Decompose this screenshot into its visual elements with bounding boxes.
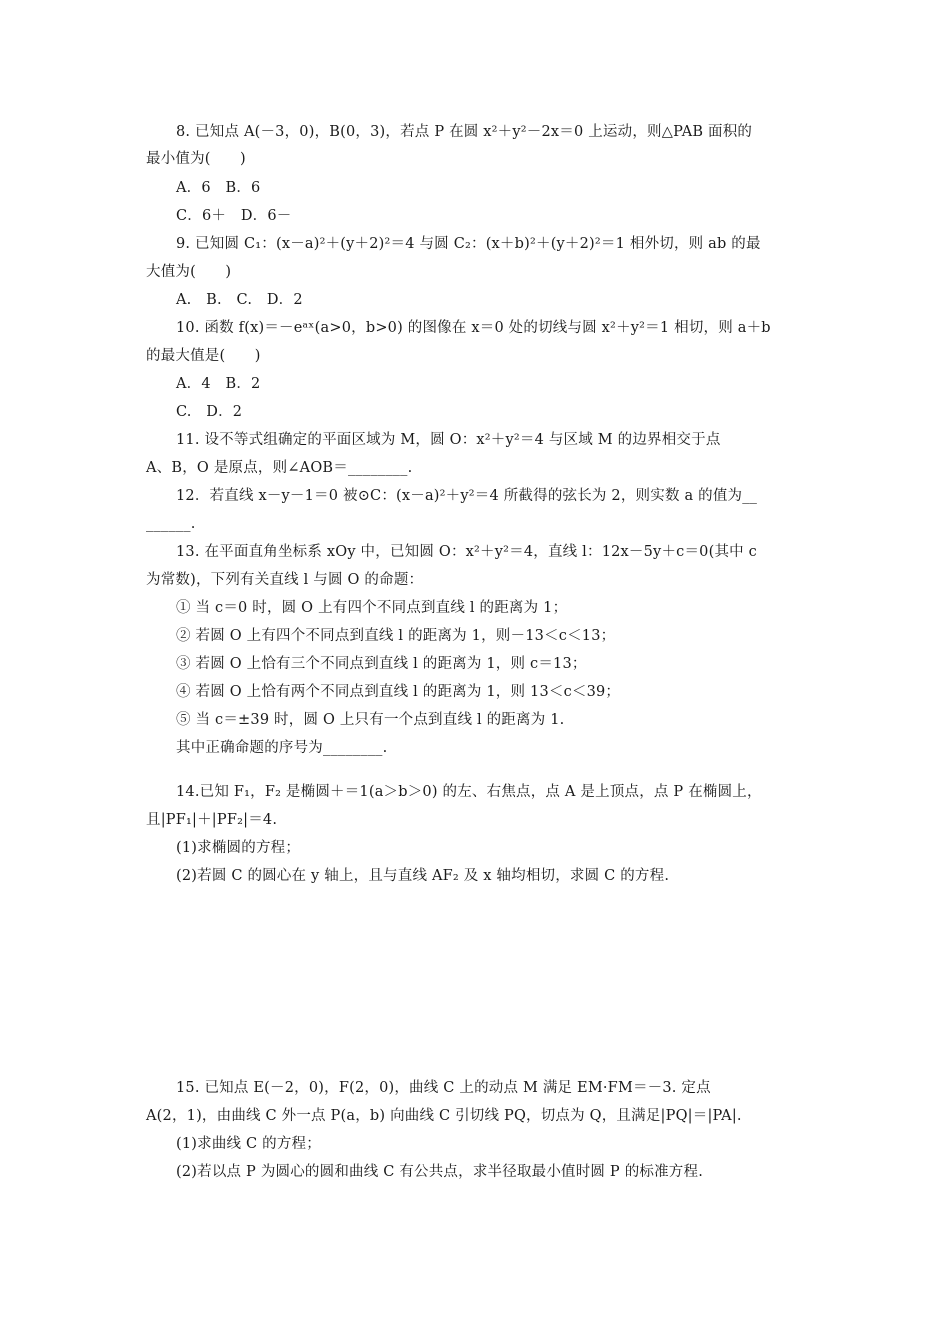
problem-8-line-1: 8. 已知点 A(－3，0)，B(0，3)，若点 P 在圆 x²＋y²－2x＝0 上运动，则△PAB 面积的 [176,124,753,140]
problem-9-options: A. B. C. D．2 [176,292,303,308]
problem-13-question: 其中正确命题的序号为________. [176,740,388,756]
problem-13-statement-3: ③ 若圆 O 上恰有三个不同点到直线 l 的距离为 1，则 c＝13； [176,656,587,672]
problem-15-line-1: 15. 已知点 E(－2，0)，F(2，0)，曲线 C 上的动点 M 满足 EM·FM＝－3. 定点 [176,1080,711,1096]
problem-13-line-2: 为常数)，下列有关直线 l 与圆 O 的命题： [146,572,424,588]
problem-15-part-2: (2)若以点 P 为圆心的圆和曲线 C 有公共点，求半径取最小值时圆 P 的标准方程. [176,1164,704,1180]
problem-10-line-2: 的最大值是( ) [146,348,261,364]
problem-14-line-2: 且|PF₁|＋|PF₂|＝4. [146,812,278,828]
problem-15-line-2: A(2，1)，由曲线 C 外一点 P(a，b) 向曲线 C 引切线 PQ，切点为 Q，且满足|PQ|＝|PA|. [146,1108,742,1124]
problem-14-part-2: (2)若圆 C 的圆心在 y 轴上，且与直线 AF₂ 及 x 轴均相切，求圆 C 的方程. [176,868,670,884]
answer-space [146,900,806,1050]
problem-8-line-2: 最小值为( ) [146,151,246,167]
problem-13-statement-5: ⑤ 当 c＝±39 时，圆 O 上只有一个点到直线 l 的距离为 1. [176,712,565,728]
problem-13-line-1: 13. 在平面直角坐标系 xOy 中，已知圆 O：x²＋y²＝4，直线 l：12x－5y＋c＝0(其中 c [176,544,757,560]
problem-11-line-1: 11. 设不等式组确定的平面区域为 M，圆 O：x²＋y²＝4 与区域 M 的边界相交于点 [176,432,721,448]
problem-12-line-1: 12．若直线 x－y－1＝0 被⊙C：(x－a)²＋y²＝4 所截得的弦长为 2，则实数 a 的值为__ [176,488,758,504]
problem-13-statement-4: ④ 若圆 O 上恰有两个不同点到直线 l 的距离为 1，则 13＜c＜39； [176,684,621,700]
problem-15-part-1: (1)求曲线 C 的方程； [176,1136,321,1152]
problem-8-options-ab: A．6 B．6 [176,180,261,196]
problem-9-line-1: 9. 已知圆 C₁：(x－a)²＋(y＋2)²＝4 与圆 C₂：(x＋b)²＋(y＋2)²＝1 相外切，则 ab 的最 [176,236,761,252]
problem-12-line-2: ______. [146,516,196,532]
problem-10-options-ab: A．4 B．2 [176,376,261,392]
problem-13-statement-1: ① 当 c＝0 时，圆 O 上有四个不同点到直线 l 的距离为 1； [176,600,568,616]
problem-14-line-1: 14.已知 F₁，F₂ 是椭圆＋＝1(a＞b＞0) 的左、右焦点，点 A 是上顶点，点 P 在椭圆上， [176,784,762,800]
problem-10-options-cd: C. D．2 [176,404,243,420]
problem-14-part-1: (1)求椭圆的方程； [176,840,301,856]
problem-13-statement-2: ② 若圆 O 上有四个不同点到直线 l 的距离为 1，则－13＜c＜13； [176,628,616,644]
problem-8-options-cd: C．6＋ D．6－ [176,208,292,224]
problem-9-line-2: 大值为( ) [146,264,232,280]
problem-10-line-1: 10. 函数 f(x)＝－eᵃˣ(a>0，b>0) 的图像在 x＝0 处的切线与圆 x²＋y²＝1 相切，则 a＋b [176,320,771,336]
problem-11-line-2: A、B，O 是原点，则∠AOB＝________. [146,460,413,476]
